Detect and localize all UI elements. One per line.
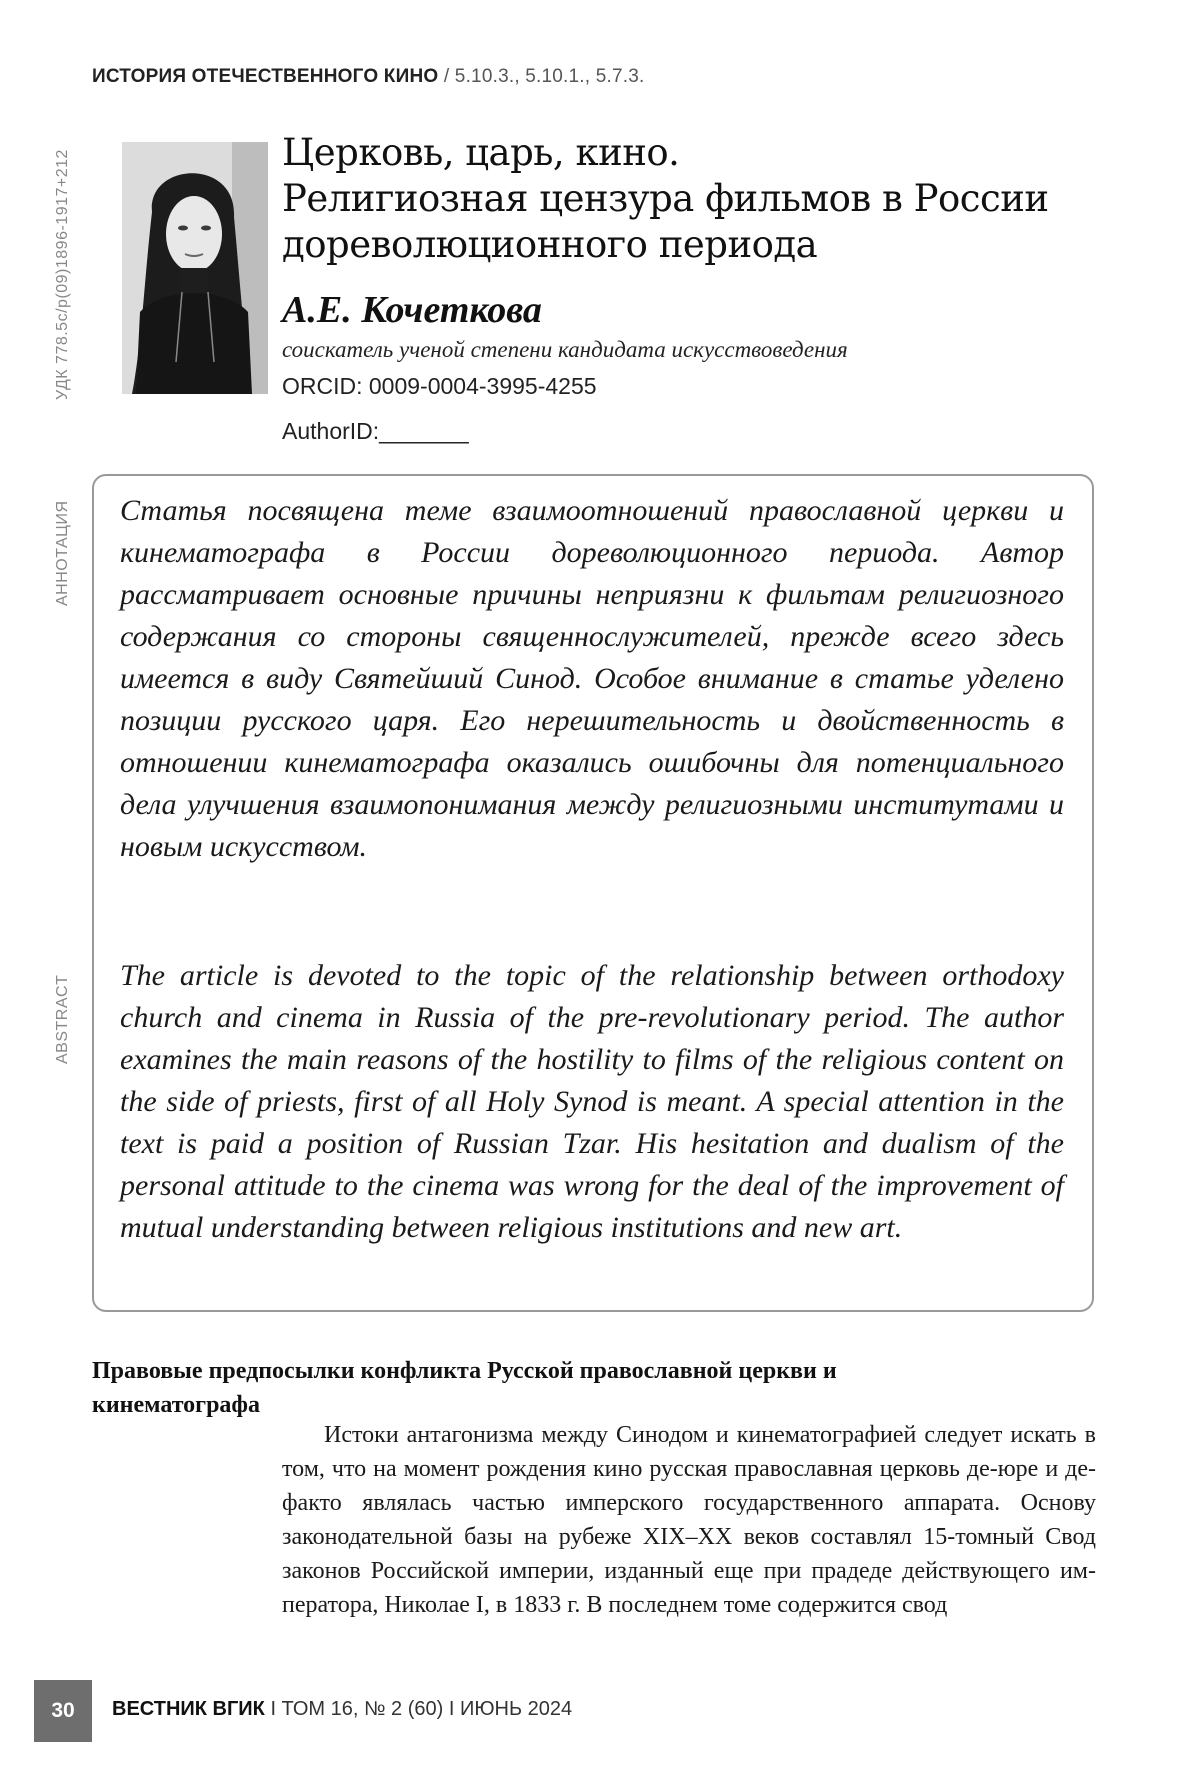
section-codes: / 5.10.3., 5.10.1., 5.7.3. bbox=[438, 66, 645, 87]
author-role: соискатель ученой степени кандидата искусствоведения bbox=[282, 337, 848, 362]
abstract-text-en: The article is devoted to the topic of the relationship between orthodoxy church and cinema in Russia of the pre-revolutionary period. The author examines the main reasons of the hostility to films of the religious content on the side of priests, first of all Holy Synod is meant. A special attention in the text is paid a position of Russian Tzar. His hesitation and dualism of the personal attitude to the cinema was wrong for the deal of the improvement of mutual understanding between religious institutions and new art. bbox=[120, 959, 1064, 1244]
body-paragraph: Истоки антагонизма между Синодом и кинематографией следует искать в том, что на момент рождения кино русская православная церковь де-юре и де-факто являлась частью имперского государственного аппарата. Основу законодательной базы на рубеже XIX–XX веков составлял 15-томный Свод законов Российской империи, изданный еще при прадеде действующего императора, Николае I, в 1833 г. В последнем томе содержится свод bbox=[282, 1422, 1096, 1618]
author-photo bbox=[122, 142, 268, 394]
journal-issue: I ТОМ 16, № 2 (60) I ИЮНЬ 2024 bbox=[264, 1698, 573, 1720]
abstract-label: ABSTRACT bbox=[54, 974, 71, 1064]
udc-code: УДК 778.5с/р(09)1896-1917+212 bbox=[54, 149, 71, 400]
article-title bbox=[282, 130, 1152, 268]
journal-footer bbox=[112, 1698, 572, 1721]
author-id: AuthorID:_______ bbox=[282, 418, 469, 444]
author-orcid: ORCID: 0009-0004-3995-4255 bbox=[282, 373, 597, 399]
title-line: Церковь, царь, кино. bbox=[282, 131, 680, 174]
page-number: 30 bbox=[34, 1680, 92, 1742]
running-header bbox=[92, 66, 644, 88]
title-line: дореволюционного периода bbox=[282, 223, 818, 266]
section-heading: Правовые предпосылки конфликта Русской православной церкви и кинематографа bbox=[92, 1358, 837, 1418]
annotation-text-ru: Статья посвящена теме взаимоотношений православной церкви и кинематографа в России дореволюционного периода. Автор рассматривает основные причины неприязни к фильmам религиозного содержания со стороны священнослужителей, прежде всего здесь имеется в виду Святейший Синод. Особое внимание в статье уделено позиции русского царя. Его нерешительность и двойственность в отношении кинематографа оказались ошибочны для потенциального дела улучшения взаимопонимания между религиозными институтами и новым искусством. bbox=[120, 494, 1064, 863]
title-line: Религиозная цензура фильмов в России bbox=[282, 177, 1049, 220]
annotation-label: АННОТАЦИЯ bbox=[54, 500, 71, 606]
journal-name: ВЕСТНИК ВГИК bbox=[112, 1698, 265, 1720]
section-name: ИСТОРИЯ ОТЕЧЕСТВЕННОГО КИНО bbox=[92, 66, 439, 87]
author-name: А.Е. Кочеткова bbox=[282, 289, 542, 331]
